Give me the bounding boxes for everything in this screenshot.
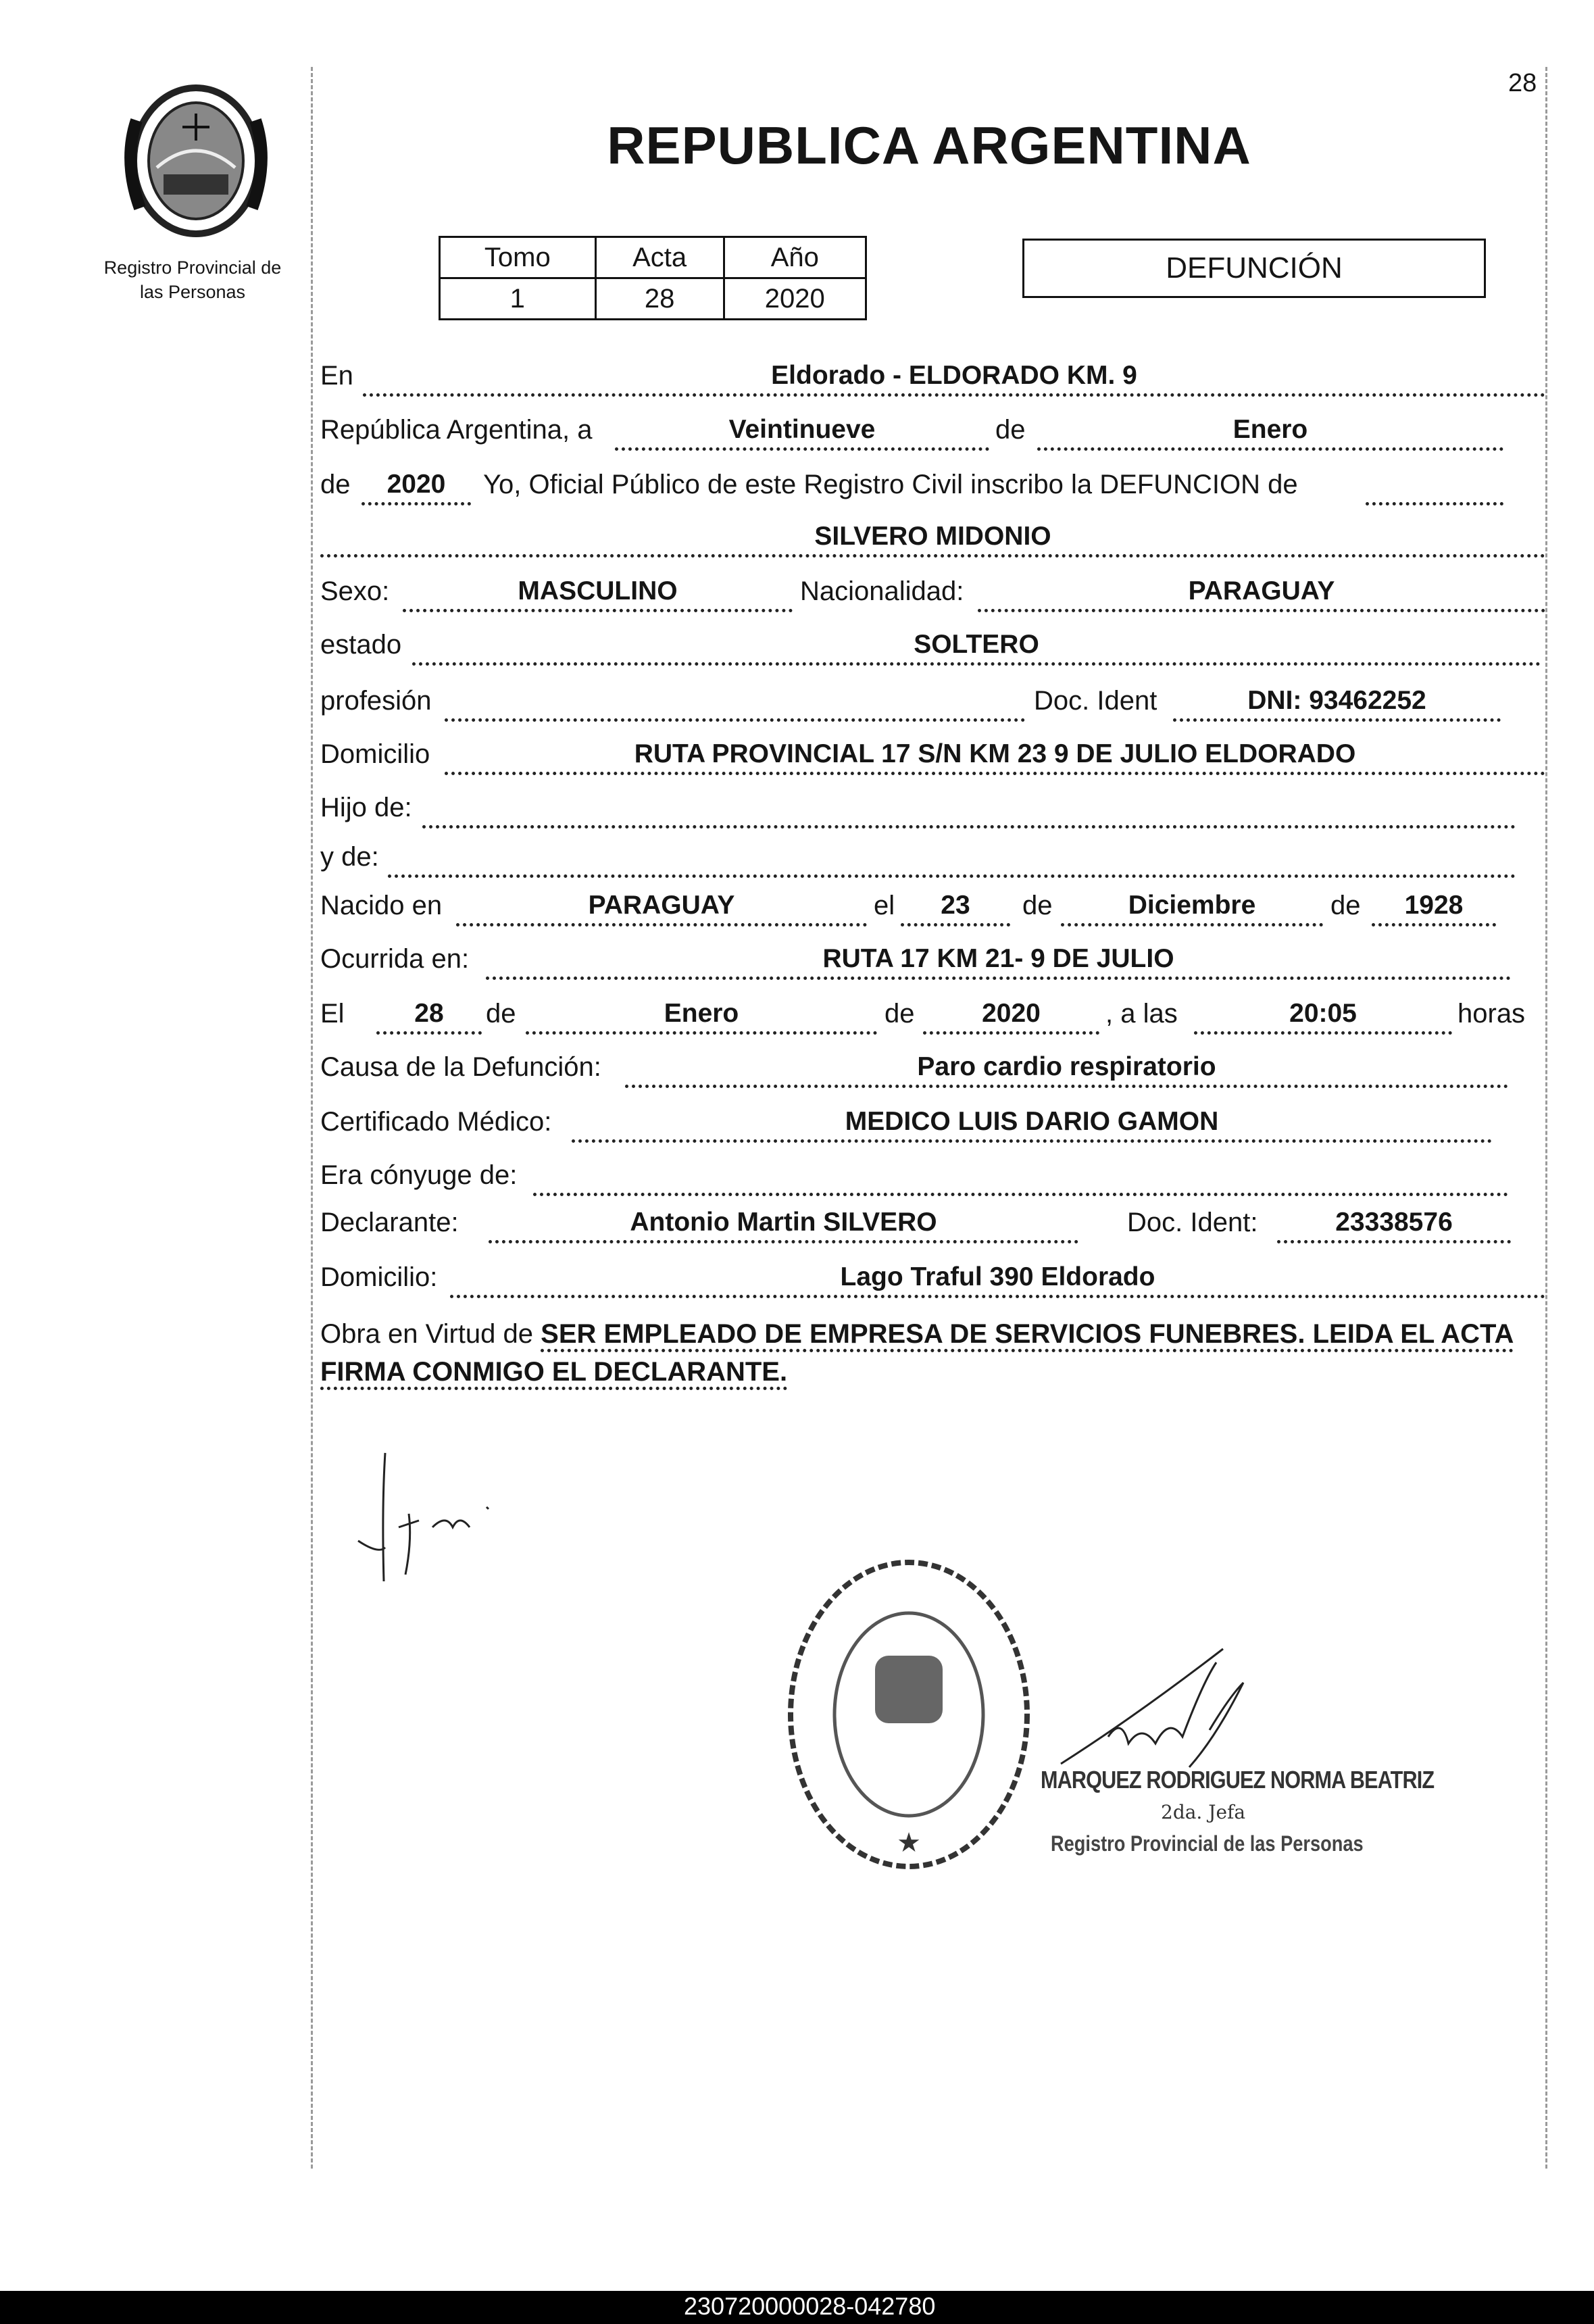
field-obra: SER EMPLEADO DE EMPRESA DE SERVICIOS FUNEBRES. LEIDA EL ACTA FIRMA CONMIGO EL DECLARANTE.: [320, 1319, 1514, 1390]
registry-line-1: Registro Provincial de: [103, 257, 282, 278]
header-tomo: Tomo: [440, 237, 596, 278]
field-nacionalidad: PARAGUAY: [978, 574, 1545, 612]
label-sexo: Sexo:: [320, 576, 390, 606]
field-doc-ident: DNI: 93462252: [1173, 683, 1501, 722]
field-muerte-dia: 28: [376, 996, 482, 1035]
registry-line-2: las Personas: [139, 282, 246, 302]
field-estado: SOLTERO: [412, 627, 1541, 666]
official-stamp: [784, 1554, 1034, 1875]
label-de: de: [1330, 891, 1361, 920]
official-office: Registro Provincial de las Personas: [1051, 1831, 1364, 1856]
label-de: de: [1022, 891, 1053, 920]
header-anio: Año: [724, 237, 866, 278]
label-de: de: [486, 999, 516, 1029]
field-y-de: [388, 839, 1516, 878]
row-profesion: [0, 683, 1594, 718]
label-doc-ident: Doc. Ident: [1034, 686, 1157, 716]
row-hijo-de: [0, 790, 1594, 825]
header-acta: Acta: [595, 237, 724, 278]
label-de: de: [995, 415, 1026, 445]
label-de: de: [885, 999, 915, 1029]
label-obra: Obra en Virtud de: [320, 1319, 534, 1349]
field-lugar: Eldorado - ELDORADO KM. 9: [363, 358, 1545, 397]
label-profesion: profesión: [320, 686, 432, 716]
row-nacimiento: [0, 888, 1594, 923]
record-type-box: DEFUNCIÓN: [1022, 239, 1486, 298]
field-muerte-anio: 2020: [923, 996, 1099, 1035]
row-certificado: [0, 1104, 1594, 1139]
field-nacido-anio: 1928: [1372, 888, 1496, 926]
field-hijo-de: [422, 790, 1516, 829]
value-anio: 2020: [724, 278, 866, 320]
label-a-las: , a las: [1105, 999, 1178, 1029]
row-declarante: [0, 1205, 1594, 1240]
field-ocurrida-en: RUTA 17 KM 21- 9 DE JULIO: [486, 941, 1511, 980]
label-y-de: y de:: [320, 842, 379, 872]
field-profesion: [445, 683, 1025, 722]
label-causa: Causa de la Defunción:: [320, 1052, 601, 1082]
label-horas: horas: [1458, 999, 1526, 1029]
field-conyuge: [533, 1158, 1508, 1196]
record-table: [439, 236, 867, 320]
label-conyuge: Era cónyuge de:: [320, 1160, 518, 1190]
official-name: MARQUEZ RODRIGUEZ NORMA BEATRIZ: [1041, 1766, 1435, 1794]
label-nacionalidad: Nacionalidad:: [800, 576, 964, 606]
label-domicilio: Domicilio: [320, 739, 430, 769]
official-signature: [1054, 1642, 1270, 1771]
field-blank: [1366, 467, 1503, 505]
row-conyuge: [0, 1158, 1594, 1193]
row-nombre: [0, 519, 1594, 554]
obra-en-virtud: [320, 1315, 1547, 1391]
label-nacido-en: Nacido en: [320, 891, 443, 920]
svg-text:★: ★: [897, 1828, 921, 1858]
field-dia: Veintinueve: [615, 412, 989, 451]
record-table-header: [440, 237, 866, 278]
field-domicilio: RUTA PROVINCIAL 17 S/N KM 23 9 DE JULIO ELDORADO: [445, 737, 1545, 775]
label-en: En: [320, 361, 353, 391]
label-de: de: [320, 470, 351, 499]
label-doc-ident: Doc. Ident:: [1127, 1208, 1258, 1237]
row-lugar: [0, 358, 1594, 393]
field-declarante-doc: 23338576: [1277, 1205, 1511, 1243]
label-el: El: [320, 999, 345, 1029]
row-domicilio: [0, 737, 1594, 772]
field-nacido-mes: Diciembre: [1061, 888, 1323, 926]
row-fecha-muerte: [0, 996, 1594, 1031]
label-certificado: Certificado Médico:: [320, 1107, 552, 1137]
label-hijo-de: Hijo de:: [320, 793, 412, 822]
field-certificado: MEDICO LUIS DARIO GAMON: [572, 1104, 1492, 1143]
field-anio: 2020: [362, 467, 471, 505]
page-title: REPUBLICA ARGENTINA: [607, 116, 1251, 175]
field-muerte-hora: 20:05: [1194, 996, 1452, 1035]
label-el: el: [874, 891, 895, 920]
field-causa: Paro cardio respiratorio: [625, 1049, 1508, 1088]
official-role: 2da. Jefa: [1161, 1801, 1246, 1823]
field-nacido-dia: 23: [901, 888, 1010, 926]
label-republica: República Argentina, a: [320, 415, 593, 445]
field-declarante: Antonio Martin SILVERO: [489, 1205, 1078, 1243]
record-table-values: [440, 278, 866, 320]
footer-bar: [0, 2291, 1594, 2324]
label-estado: estado: [320, 630, 402, 660]
row-causa: [0, 1049, 1594, 1085]
footer-code: 230720000028-042780: [684, 2292, 936, 2320]
row-anio-inscripcion: [0, 467, 1594, 502]
declarant-signature: [345, 1446, 507, 1588]
label-yo: Yo, Oficial Público de este Registro Civil inscribo la DEFUNCION de: [483, 470, 1298, 499]
row-fecha-inscripcion: [0, 412, 1594, 447]
label-declarante: Declarante:: [320, 1208, 459, 1237]
field-nombre: SILVERO MIDONIO: [320, 519, 1545, 558]
field-sexo: MASCULINO: [403, 574, 793, 612]
value-acta: 28: [595, 278, 724, 320]
row-domicilio-declarante: [0, 1260, 1594, 1295]
field-mes: Enero: [1037, 412, 1503, 451]
row-estado: [0, 627, 1594, 662]
registry-caption: [81, 255, 304, 304]
row-sexo: [0, 574, 1594, 609]
page-number: 28: [1508, 69, 1537, 97]
value-tomo: 1: [440, 278, 596, 320]
row-ocurrida: [0, 941, 1594, 976]
field-declarante-domicilio: Lago Traful 390 Eldorado: [450, 1260, 1545, 1298]
row-y-de: [0, 839, 1594, 874]
field-muerte-mes: Enero: [526, 996, 877, 1035]
field-nacido-en: PARAGUAY: [456, 888, 867, 926]
label-ocurrida-en: Ocurrida en:: [320, 944, 470, 974]
label-domicilio: Domicilio:: [320, 1262, 438, 1292]
